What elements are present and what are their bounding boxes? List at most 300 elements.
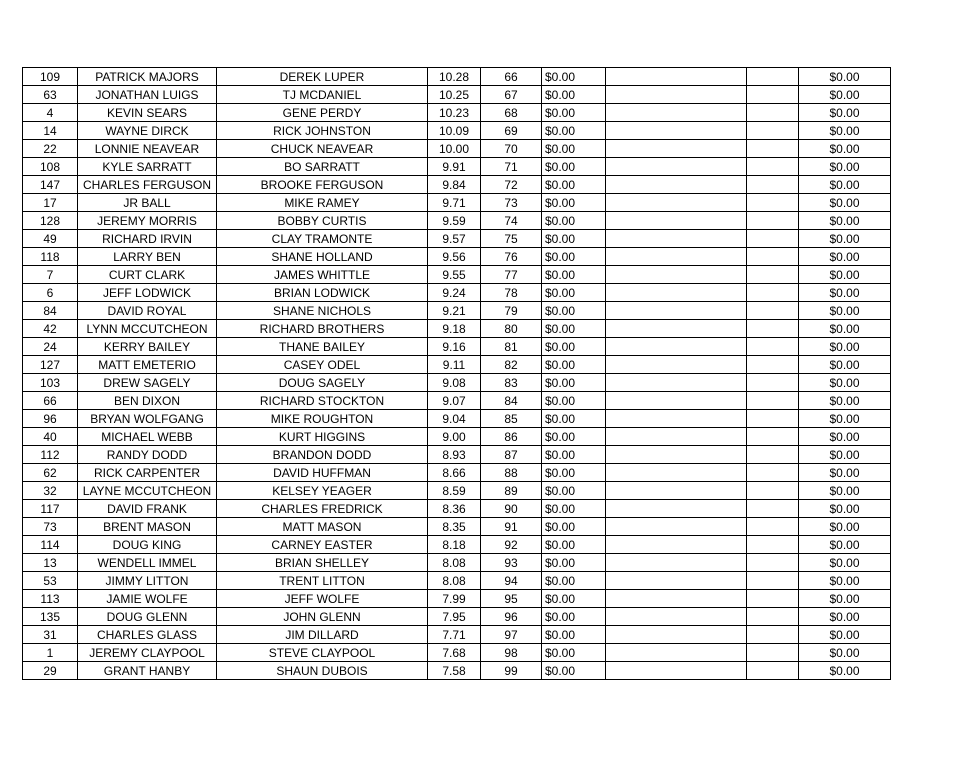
header-name-cell: CHARLES GLASS [78,626,217,644]
header-name-cell: DAVID ROYAL [78,302,217,320]
entry-number-cell: 128 [23,212,78,230]
header-name-cell: KYLE SARRATT [78,158,217,176]
time-cell: 9.71 [428,194,481,212]
blank-cell [747,248,799,266]
heeler-name-cell: JEFF WOLFE [217,590,428,608]
header-name-cell: RANDY DODD [78,446,217,464]
time-cell: 7.95 [428,608,481,626]
entry-number-cell: 42 [23,320,78,338]
header-name-cell: JEREMY CLAYPOOL [78,644,217,662]
entry-number-cell: 63 [23,86,78,104]
blank-cell [747,446,799,464]
heeler-name-cell: GENE PERDY [217,104,428,122]
entry-number-cell: 103 [23,374,78,392]
total-cell: $0.00 [799,158,891,176]
time-cell: 8.18 [428,536,481,554]
blank-cell [747,212,799,230]
payout-cell: $0.00 [542,302,606,320]
place-cell: 74 [481,212,542,230]
blank-cell [747,230,799,248]
total-cell: $0.00 [799,464,891,482]
entry-number-cell: 112 [23,446,78,464]
header-name-cell: CHARLES FERGUSON [78,176,217,194]
blank-cell [747,374,799,392]
place-cell: 93 [481,554,542,572]
blank-cell [747,464,799,482]
table-row [23,626,891,644]
place-cell: 68 [481,104,542,122]
payout-cell: $0.00 [542,608,606,626]
header-name-cell: PATRICK MAJORS [78,68,217,86]
payout-cell: $0.00 [542,248,606,266]
header-name-cell: CURT CLARK [78,266,217,284]
place-cell: 81 [481,338,542,356]
entry-number-cell: 66 [23,392,78,410]
blank-cell [606,662,747,680]
blank-cell [606,86,747,104]
header-name-cell: KEVIN SEARS [78,104,217,122]
time-cell: 8.66 [428,464,481,482]
total-cell: $0.00 [799,356,891,374]
place-cell: 75 [481,230,542,248]
total-cell: $0.00 [799,626,891,644]
table-row [23,266,891,284]
table-row [23,644,891,662]
header-name-cell: LONNIE NEAVEAR [78,140,217,158]
entry-number-cell: 53 [23,572,78,590]
blank-cell [606,140,747,158]
blank-cell [747,662,799,680]
blank-cell [606,572,747,590]
entry-number-cell: 127 [23,356,78,374]
total-cell: $0.00 [799,248,891,266]
total-cell: $0.00 [799,590,891,608]
table-row [23,374,891,392]
blank-cell [606,338,747,356]
header-name-cell: JR BALL [78,194,217,212]
table-row [23,104,891,122]
total-cell: $0.00 [799,284,891,302]
entry-number-cell: 1 [23,644,78,662]
total-cell: $0.00 [799,410,891,428]
payout-cell: $0.00 [542,212,606,230]
header-name-cell: WENDELL IMMEL [78,554,217,572]
payout-cell: $0.00 [542,626,606,644]
table-row [23,356,891,374]
results-table [22,67,891,680]
payout-cell: $0.00 [542,266,606,284]
entry-number-cell: 13 [23,554,78,572]
total-cell: $0.00 [799,572,891,590]
total-cell: $0.00 [799,68,891,86]
place-cell: 72 [481,176,542,194]
time-cell: 9.24 [428,284,481,302]
table-row [23,230,891,248]
blank-cell [606,464,747,482]
place-cell: 79 [481,302,542,320]
blank-cell [747,284,799,302]
time-cell: 8.36 [428,500,481,518]
table-row [23,212,891,230]
payout-cell: $0.00 [542,338,606,356]
entry-number-cell: 135 [23,608,78,626]
time-cell: 7.99 [428,590,481,608]
payout-cell: $0.00 [542,464,606,482]
blank-cell [747,356,799,374]
blank-cell [747,338,799,356]
heeler-name-cell: CHUCK NEAVEAR [217,140,428,158]
total-cell: $0.00 [799,212,891,230]
blank-cell [747,590,799,608]
table-row [23,284,891,302]
time-cell: 9.91 [428,158,481,176]
place-cell: 76 [481,248,542,266]
total-cell: $0.00 [799,392,891,410]
blank-cell [606,626,747,644]
blank-cell [747,302,799,320]
header-name-cell: MICHAEL WEBB [78,428,217,446]
table-row [23,176,891,194]
entry-number-cell: 118 [23,248,78,266]
heeler-name-cell: JAMES WHITTLE [217,266,428,284]
header-name-cell: LYNN MCCUTCHEON [78,320,217,338]
entry-number-cell: 29 [23,662,78,680]
header-name-cell: LAYNE MCCUTCHEON [78,482,217,500]
payout-cell: $0.00 [542,500,606,518]
payout-cell: $0.00 [542,662,606,680]
place-cell: 98 [481,644,542,662]
payout-cell: $0.00 [542,392,606,410]
header-name-cell: DOUG KING [78,536,217,554]
payout-cell: $0.00 [542,86,606,104]
time-cell: 10.28 [428,68,481,86]
blank-cell [606,266,747,284]
time-cell: 8.59 [428,482,481,500]
blank-cell [606,410,747,428]
header-name-cell: JEREMY MORRIS [78,212,217,230]
table-row [23,68,891,86]
entry-number-cell: 73 [23,518,78,536]
header-name-cell: BRENT MASON [78,518,217,536]
entry-number-cell: 7 [23,266,78,284]
time-cell: 9.21 [428,302,481,320]
time-cell: 9.84 [428,176,481,194]
payout-cell: $0.00 [542,644,606,662]
blank-cell [606,302,747,320]
heeler-name-cell: DAVID HUFFMAN [217,464,428,482]
blank-cell [606,284,747,302]
heeler-name-cell: CHARLES FREDRICK [217,500,428,518]
blank-cell [606,428,747,446]
entry-number-cell: 62 [23,464,78,482]
blank-cell [747,482,799,500]
payout-cell: $0.00 [542,410,606,428]
entry-number-cell: 17 [23,194,78,212]
entry-number-cell: 49 [23,230,78,248]
place-cell: 90 [481,500,542,518]
entry-number-cell: 4 [23,104,78,122]
entry-number-cell: 114 [23,536,78,554]
header-name-cell: DREW SAGELY [78,374,217,392]
table-row [23,140,891,158]
total-cell: $0.00 [799,176,891,194]
payout-cell: $0.00 [542,230,606,248]
total-cell: $0.00 [799,122,891,140]
place-cell: 85 [481,410,542,428]
total-cell: $0.00 [799,320,891,338]
header-name-cell: BEN DIXON [78,392,217,410]
header-name-cell: JAMIE WOLFE [78,590,217,608]
time-cell: 9.59 [428,212,481,230]
place-cell: 80 [481,320,542,338]
heeler-name-cell: TRENT LITTON [217,572,428,590]
header-name-cell: LARRY BEN [78,248,217,266]
blank-cell [606,446,747,464]
blank-cell [606,500,747,518]
heeler-name-cell: BOBBY CURTIS [217,212,428,230]
entry-number-cell: 14 [23,122,78,140]
entry-number-cell: 109 [23,68,78,86]
table-row [23,572,891,590]
total-cell: $0.00 [799,608,891,626]
blank-cell [606,374,747,392]
time-cell: 9.16 [428,338,481,356]
table-row [23,248,891,266]
place-cell: 97 [481,626,542,644]
heeler-name-cell: CLAY TRAMONTE [217,230,428,248]
place-cell: 69 [481,122,542,140]
total-cell: $0.00 [799,446,891,464]
table-row [23,122,891,140]
heeler-name-cell: DEREK LUPER [217,68,428,86]
heeler-name-cell: DOUG SAGELY [217,374,428,392]
payout-cell: $0.00 [542,428,606,446]
total-cell: $0.00 [799,500,891,518]
heeler-name-cell: BRIAN LODWICK [217,284,428,302]
blank-cell [747,410,799,428]
place-cell: 91 [481,518,542,536]
total-cell: $0.00 [799,644,891,662]
table-row [23,518,891,536]
blank-cell [747,266,799,284]
heeler-name-cell: RICK JOHNSTON [217,122,428,140]
blank-cell [747,194,799,212]
heeler-name-cell: SHAUN DUBOIS [217,662,428,680]
table-row [23,482,891,500]
place-cell: 99 [481,662,542,680]
payout-cell: $0.00 [542,122,606,140]
header-name-cell: RICHARD IRVIN [78,230,217,248]
heeler-name-cell: SHANE NICHOLS [217,302,428,320]
payout-cell: $0.00 [542,374,606,392]
header-name-cell: RICK CARPENTER [78,464,217,482]
time-cell: 9.00 [428,428,481,446]
payout-cell: $0.00 [542,68,606,86]
time-cell: 9.55 [428,266,481,284]
time-cell: 10.00 [428,140,481,158]
blank-cell [606,320,747,338]
blank-cell [606,356,747,374]
place-cell: 77 [481,266,542,284]
heeler-name-cell: KURT HIGGINS [217,428,428,446]
blank-cell [747,392,799,410]
time-cell: 9.11 [428,356,481,374]
blank-cell [606,536,747,554]
heeler-name-cell: KELSEY YEAGER [217,482,428,500]
blank-cell [606,590,747,608]
payout-cell: $0.00 [542,446,606,464]
blank-cell [606,608,747,626]
place-cell: 87 [481,446,542,464]
blank-cell [606,68,747,86]
blank-cell [606,518,747,536]
blank-cell [747,554,799,572]
blank-cell [747,86,799,104]
payout-cell: $0.00 [542,536,606,554]
blank-cell [606,158,747,176]
heeler-name-cell: MIKE RAMEY [217,194,428,212]
table-row [23,590,891,608]
blank-cell [606,104,747,122]
entry-number-cell: 22 [23,140,78,158]
entry-number-cell: 24 [23,338,78,356]
table-row [23,536,891,554]
total-cell: $0.00 [799,554,891,572]
blank-cell [606,194,747,212]
heeler-name-cell: RICHARD STOCKTON [217,392,428,410]
blank-cell [747,644,799,662]
place-cell: 67 [481,86,542,104]
total-cell: $0.00 [799,266,891,284]
time-cell: 7.71 [428,626,481,644]
total-cell: $0.00 [799,518,891,536]
heeler-name-cell: JIM DILLARD [217,626,428,644]
payout-cell: $0.00 [542,482,606,500]
total-cell: $0.00 [799,428,891,446]
payout-cell: $0.00 [542,356,606,374]
place-cell: 70 [481,140,542,158]
table-row [23,158,891,176]
table-row [23,446,891,464]
blank-cell [747,572,799,590]
blank-cell [747,68,799,86]
time-cell: 9.56 [428,248,481,266]
blank-cell [747,428,799,446]
header-name-cell: JIMMY LITTON [78,572,217,590]
heeler-name-cell: RICHARD BROTHERS [217,320,428,338]
payout-cell: $0.00 [542,176,606,194]
payout-cell: $0.00 [542,140,606,158]
payout-cell: $0.00 [542,320,606,338]
table-row [23,608,891,626]
blank-cell [747,176,799,194]
blank-cell [606,482,747,500]
time-cell: 8.93 [428,446,481,464]
blank-cell [747,626,799,644]
payout-cell: $0.00 [542,158,606,176]
table-row [23,464,891,482]
blank-cell [606,392,747,410]
time-cell: 8.08 [428,554,481,572]
table-row [23,392,891,410]
table-row [23,320,891,338]
header-name-cell: BRYAN WOLFGANG [78,410,217,428]
total-cell: $0.00 [799,536,891,554]
place-cell: 88 [481,464,542,482]
entry-number-cell: 84 [23,302,78,320]
entry-number-cell: 113 [23,590,78,608]
heeler-name-cell: JOHN GLENN [217,608,428,626]
entry-number-cell: 32 [23,482,78,500]
time-cell: 9.57 [428,230,481,248]
blank-cell [747,608,799,626]
heeler-name-cell: THANE BAILEY [217,338,428,356]
blank-cell [747,104,799,122]
heeler-name-cell: BRANDON DODD [217,446,428,464]
total-cell: $0.00 [799,104,891,122]
header-name-cell: MATT EMETERIO [78,356,217,374]
blank-cell [747,518,799,536]
place-cell: 84 [481,392,542,410]
heeler-name-cell: SHANE HOLLAND [217,248,428,266]
total-cell: $0.00 [799,302,891,320]
entry-number-cell: 96 [23,410,78,428]
table-row [23,410,891,428]
payout-cell: $0.00 [542,572,606,590]
total-cell: $0.00 [799,338,891,356]
table-row [23,662,891,680]
entry-number-cell: 108 [23,158,78,176]
blank-cell [606,176,747,194]
time-cell: 8.08 [428,572,481,590]
place-cell: 96 [481,608,542,626]
place-cell: 71 [481,158,542,176]
total-cell: $0.00 [799,230,891,248]
header-name-cell: GRANT HANBY [78,662,217,680]
payout-cell: $0.00 [542,104,606,122]
heeler-name-cell: CARNEY EASTER [217,536,428,554]
time-cell: 9.07 [428,392,481,410]
place-cell: 82 [481,356,542,374]
blank-cell [747,122,799,140]
time-cell: 7.68 [428,644,481,662]
place-cell: 95 [481,590,542,608]
table-row [23,428,891,446]
place-cell: 89 [481,482,542,500]
heeler-name-cell: TJ MCDANIEL [217,86,428,104]
payout-cell: $0.00 [542,194,606,212]
place-cell: 92 [481,536,542,554]
place-cell: 78 [481,284,542,302]
blank-cell [747,320,799,338]
blank-cell [606,212,747,230]
header-name-cell: WAYNE DIRCK [78,122,217,140]
time-cell: 10.09 [428,122,481,140]
header-name-cell: DAVID FRANK [78,500,217,518]
total-cell: $0.00 [799,86,891,104]
blank-cell [747,500,799,518]
time-cell: 9.18 [428,320,481,338]
payout-cell: $0.00 [542,284,606,302]
blank-cell [747,140,799,158]
table-row [23,194,891,212]
heeler-name-cell: BO SARRATT [217,158,428,176]
blank-cell [747,158,799,176]
place-cell: 83 [481,374,542,392]
heeler-name-cell: MIKE ROUGHTON [217,410,428,428]
place-cell: 66 [481,68,542,86]
payout-cell: $0.00 [542,554,606,572]
